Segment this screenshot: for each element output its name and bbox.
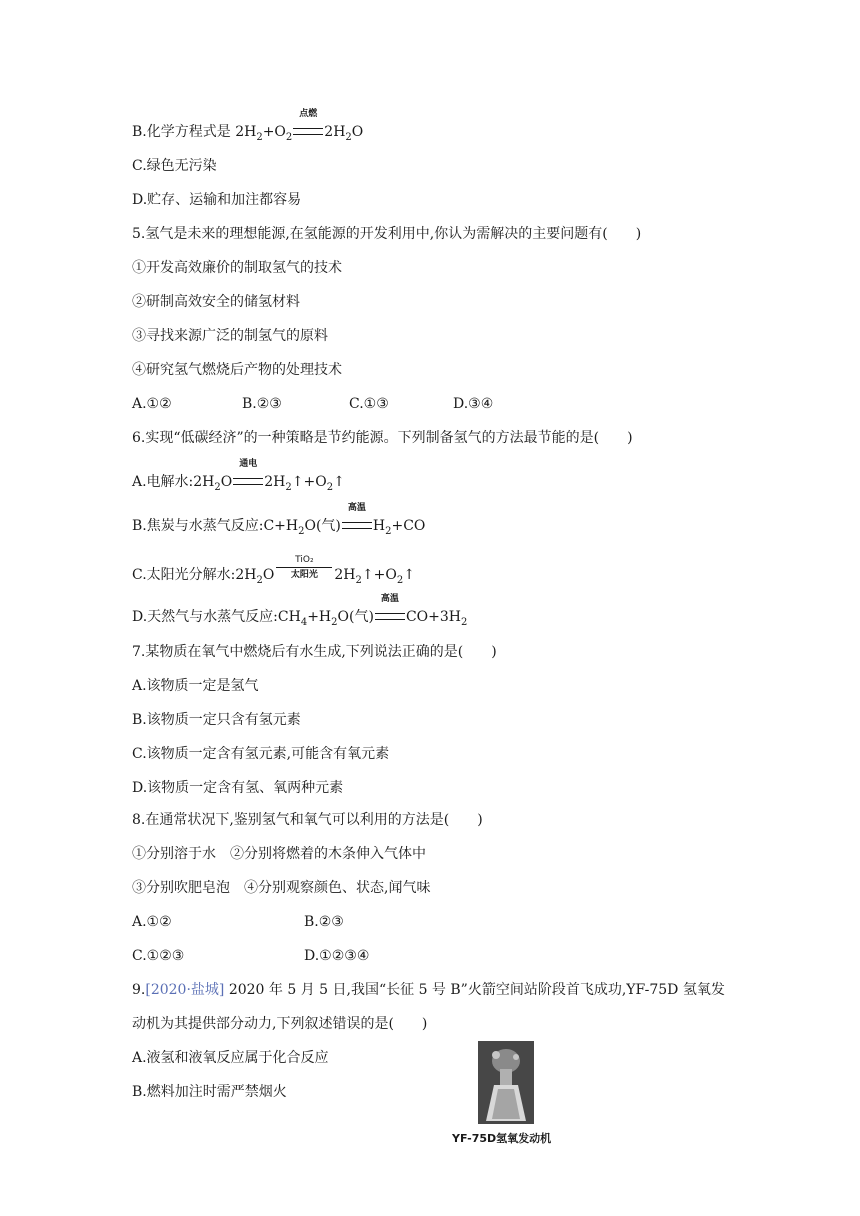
q5-item-1: ①开发高效廉价的制取氢气的技术 [132,260,342,276]
q6-option-b: B.焦炭与水蒸气反应$:C+H_2O$(气) 高温 $H_2+CO$ [132,503,426,537]
q7-option-b: B.该物质一定只含有氢元素 [132,712,301,728]
q8-items-3-4: ③分别吹肥皂泡 ④分别观察颜色、状态,闻气味 [132,880,431,896]
q9-option-b: B.燃料加注时需严禁烟火 [132,1084,287,1100]
question-7: 7.某物质在氧气中燃烧后有水生成,下列说法正确的是( ) [132,644,497,660]
q8-items-1-2: ①分别溶于水 ②分别将燃着的木条伸入气体中 [132,846,426,862]
reaction-condition: 点燃 [293,122,323,142]
q7-option-c: C.该物质一定含有氢元素,可能含有氧元素 [132,746,390,762]
q7-option-d: D.该物质一定含有氢、氧两种元素 [132,780,344,796]
q9-option-a: A.液氢和液氧反应属于化合反应 [132,1050,329,1066]
q5-option-d: D.③④ [453,396,494,412]
q8-options-row-1 [132,912,344,932]
q5-item-2: ②研制高效安全的储氢材料 [132,294,300,310]
question-6: 6.实现“低碳经济”的一种策略是节约能源。下列制备氢气的方法最节能的是( ) [132,430,633,446]
reaction-condition: 高温 [375,607,405,627]
reaction-condition: 通电 [233,472,263,492]
option-b-equation: B.化学方程式是 $2H_2+O_2$ 点燃 $2H_2O$ [132,109,364,143]
engine-photo [478,1041,534,1124]
option-d: D.贮存、运输和加注都容易 [132,192,302,208]
option-c: C.绿色无污染 [132,158,217,174]
q6-option-d: D.天然气与水蒸气反应$:CH_4+H_2O$(气) 高温 $CO+3H_2$ [132,594,468,628]
q5-option-c: C.①③ [349,396,389,412]
reaction-condition: $\frac{\text{TiO₂}}{\text{太阳光}}$ [276,565,332,585]
q8-option-c: C.①②③ [132,948,185,964]
question-9: 9.[2020·盐城] 2020 年 5 月 5 日,我国“长征 5 号 B”火箭空间站阶段首飞成功,YF-75D 氢氧发 [132,982,725,998]
q5-options [132,394,493,414]
q8-option-b: B.②③ [304,914,344,930]
figure-caption: YF-75D氢氧发动机 [452,1132,552,1145]
q6-option-c: C.太阳光分解水$:2H_2O$ $\frac{\text{TiO₂}}{\text{太阳光}}$ $2H_2↑+O_2↑$ [132,555,415,586]
q7-option-a: A.该物质一定是氢气 [132,678,259,694]
reaction-condition: 高温 [342,516,372,536]
question-source: [2020·盐城] [145,982,225,998]
q5-item-4: ④研究氢气燃烧后产物的处理技术 [132,362,342,378]
question-9-continued: 动机为其提供部分动力,下列叙述错误的是( ) [132,1016,428,1032]
question-5: 5.氢气是未来的理想能源,在氢能源的开发利用中,你认为需解决的主要问题有( ) [132,226,642,242]
q8-option-d: D.①②③④ [304,948,370,964]
q5-item-3: ③寻找来源广泛的制氢气的原料 [132,328,328,344]
q8-option-a: A.①② [132,914,172,930]
q5-option-a: A.①② [132,396,172,412]
q8-options-row-2 [132,946,369,966]
q5-option-b: B.②③ [242,396,282,412]
q6-option-a: A.电解水$:2H_2O$ 通电 $2H_2↑+O_2↑$ [132,459,345,493]
question-8: 8.在通常状况下,鉴别氢气和氧气可以利用的方法是( ) [132,812,483,828]
